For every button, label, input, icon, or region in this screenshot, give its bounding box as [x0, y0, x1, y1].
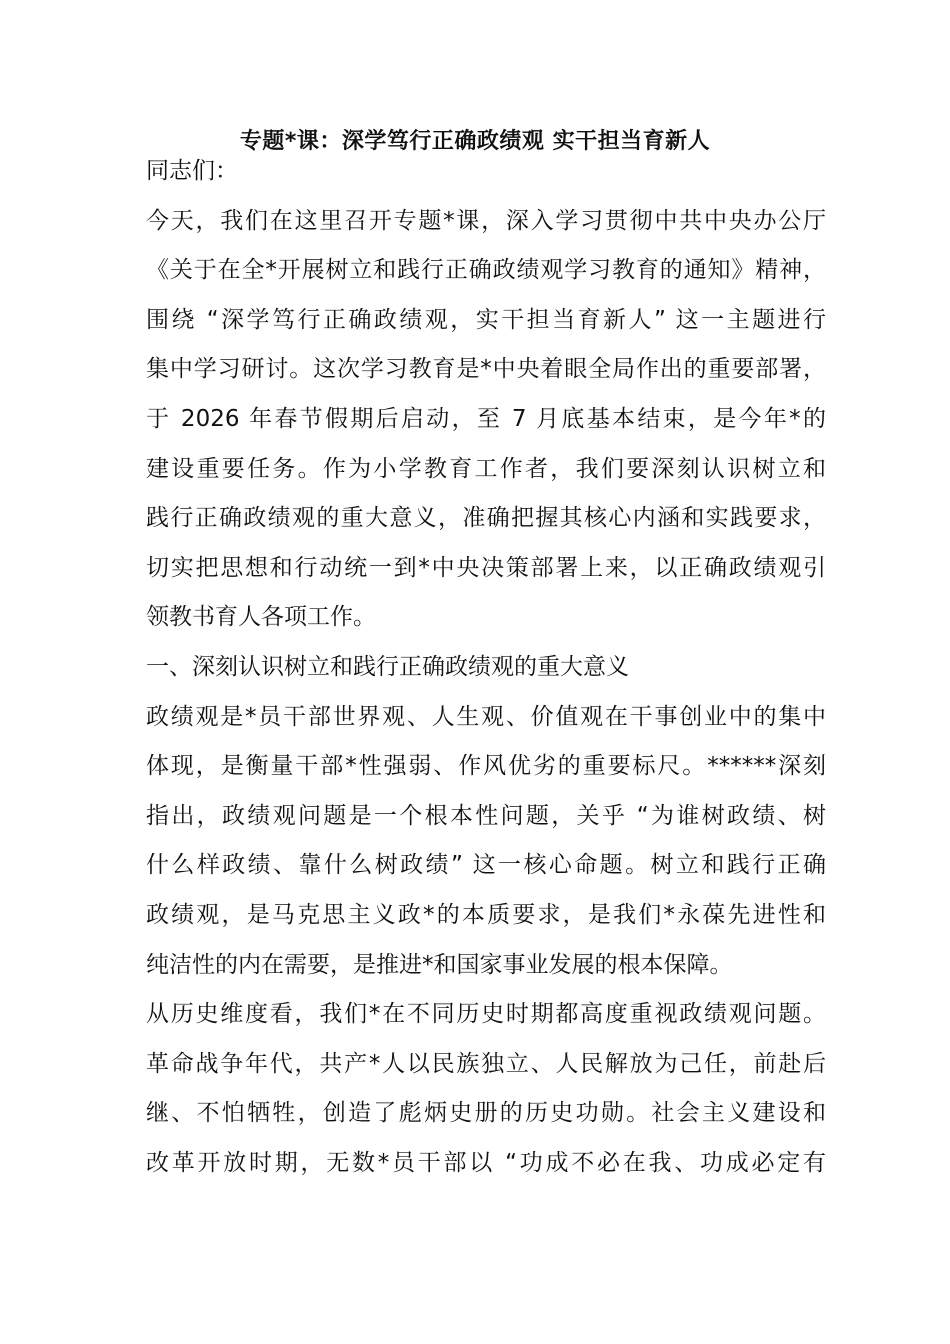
text-line: 集中学习研讨。这次学习教育是*中央着眼全局作出的重要部署，: [146, 356, 826, 383]
text-line: 从历史维度看，我们*在不同历史时期都高度重视政绩观问题。: [146, 1001, 826, 1028]
text-line: 革命战争年代，共产*人以民族独立、人民解放为己任，前赴后: [146, 1050, 826, 1077]
text-line: 改革开放时期，无数*员干部以 “功成不必在我、功成必定有: [146, 1149, 826, 1176]
text-line: 政绩观，是马克思主义政*的本质要求，是我们*永葆先进性和: [146, 901, 826, 928]
text-line: 政绩观是*员干部世界观、人生观、价值观在干事创业中的集中: [146, 703, 826, 730]
text-line: 体现，是衡量干部*性强弱、作风优劣的重要标尺。******深刻: [146, 753, 826, 780]
document-title: 专题*课：深学笃行正确政绩观 实干担当育新人: [239, 129, 711, 154]
text-line: 《关于在全*开展树立和践行正确政绩观学习教育的通知》精神，: [146, 257, 826, 284]
text-line: 指出，政绩观问题是一个根本性问题，关乎 “为谁树政绩、树: [146, 802, 826, 829]
text-line: 纯洁性的内在需要，是推进*和国家事业发展的根本保障。: [146, 951, 733, 978]
text-line: 什么样政绩、靠什么树政绩” 这一核心命题。树立和践行正确: [146, 852, 826, 879]
text-line: 继、不怕牺牲，创造了彪炳史册的历史功勋。社会主义建设和: [146, 1100, 826, 1127]
text-line: 践行正确政绩观的重大意义，准确把握其核心内涵和实践要求，: [146, 505, 826, 532]
text-line: 切实把思想和行动统一到*中央决策部署上来，以正确政绩观引: [146, 554, 826, 581]
text-line: 围绕 “深学笃行正确政绩观，实干担当育新人” 这一主题进行: [146, 306, 826, 333]
text-line: 建设重要任务。作为小学教育工作者，我们要深刻认识树立和: [146, 455, 826, 482]
text-line: 领教书育人各项工作。: [146, 604, 376, 631]
text-line: 于 2026 年春节假期后启动，至 7 月底基本结束，是今年*的: [146, 405, 826, 432]
document-body: [146, 147, 826, 1188]
text-line: 一、深刻认识树立和践行正确政绩观的重大意义: [146, 653, 629, 680]
text-line: 今天，我们在这里召开专题*课，深入学习贯彻中共中央办公厅: [146, 207, 826, 234]
text-line: 同志们：: [146, 158, 238, 184]
